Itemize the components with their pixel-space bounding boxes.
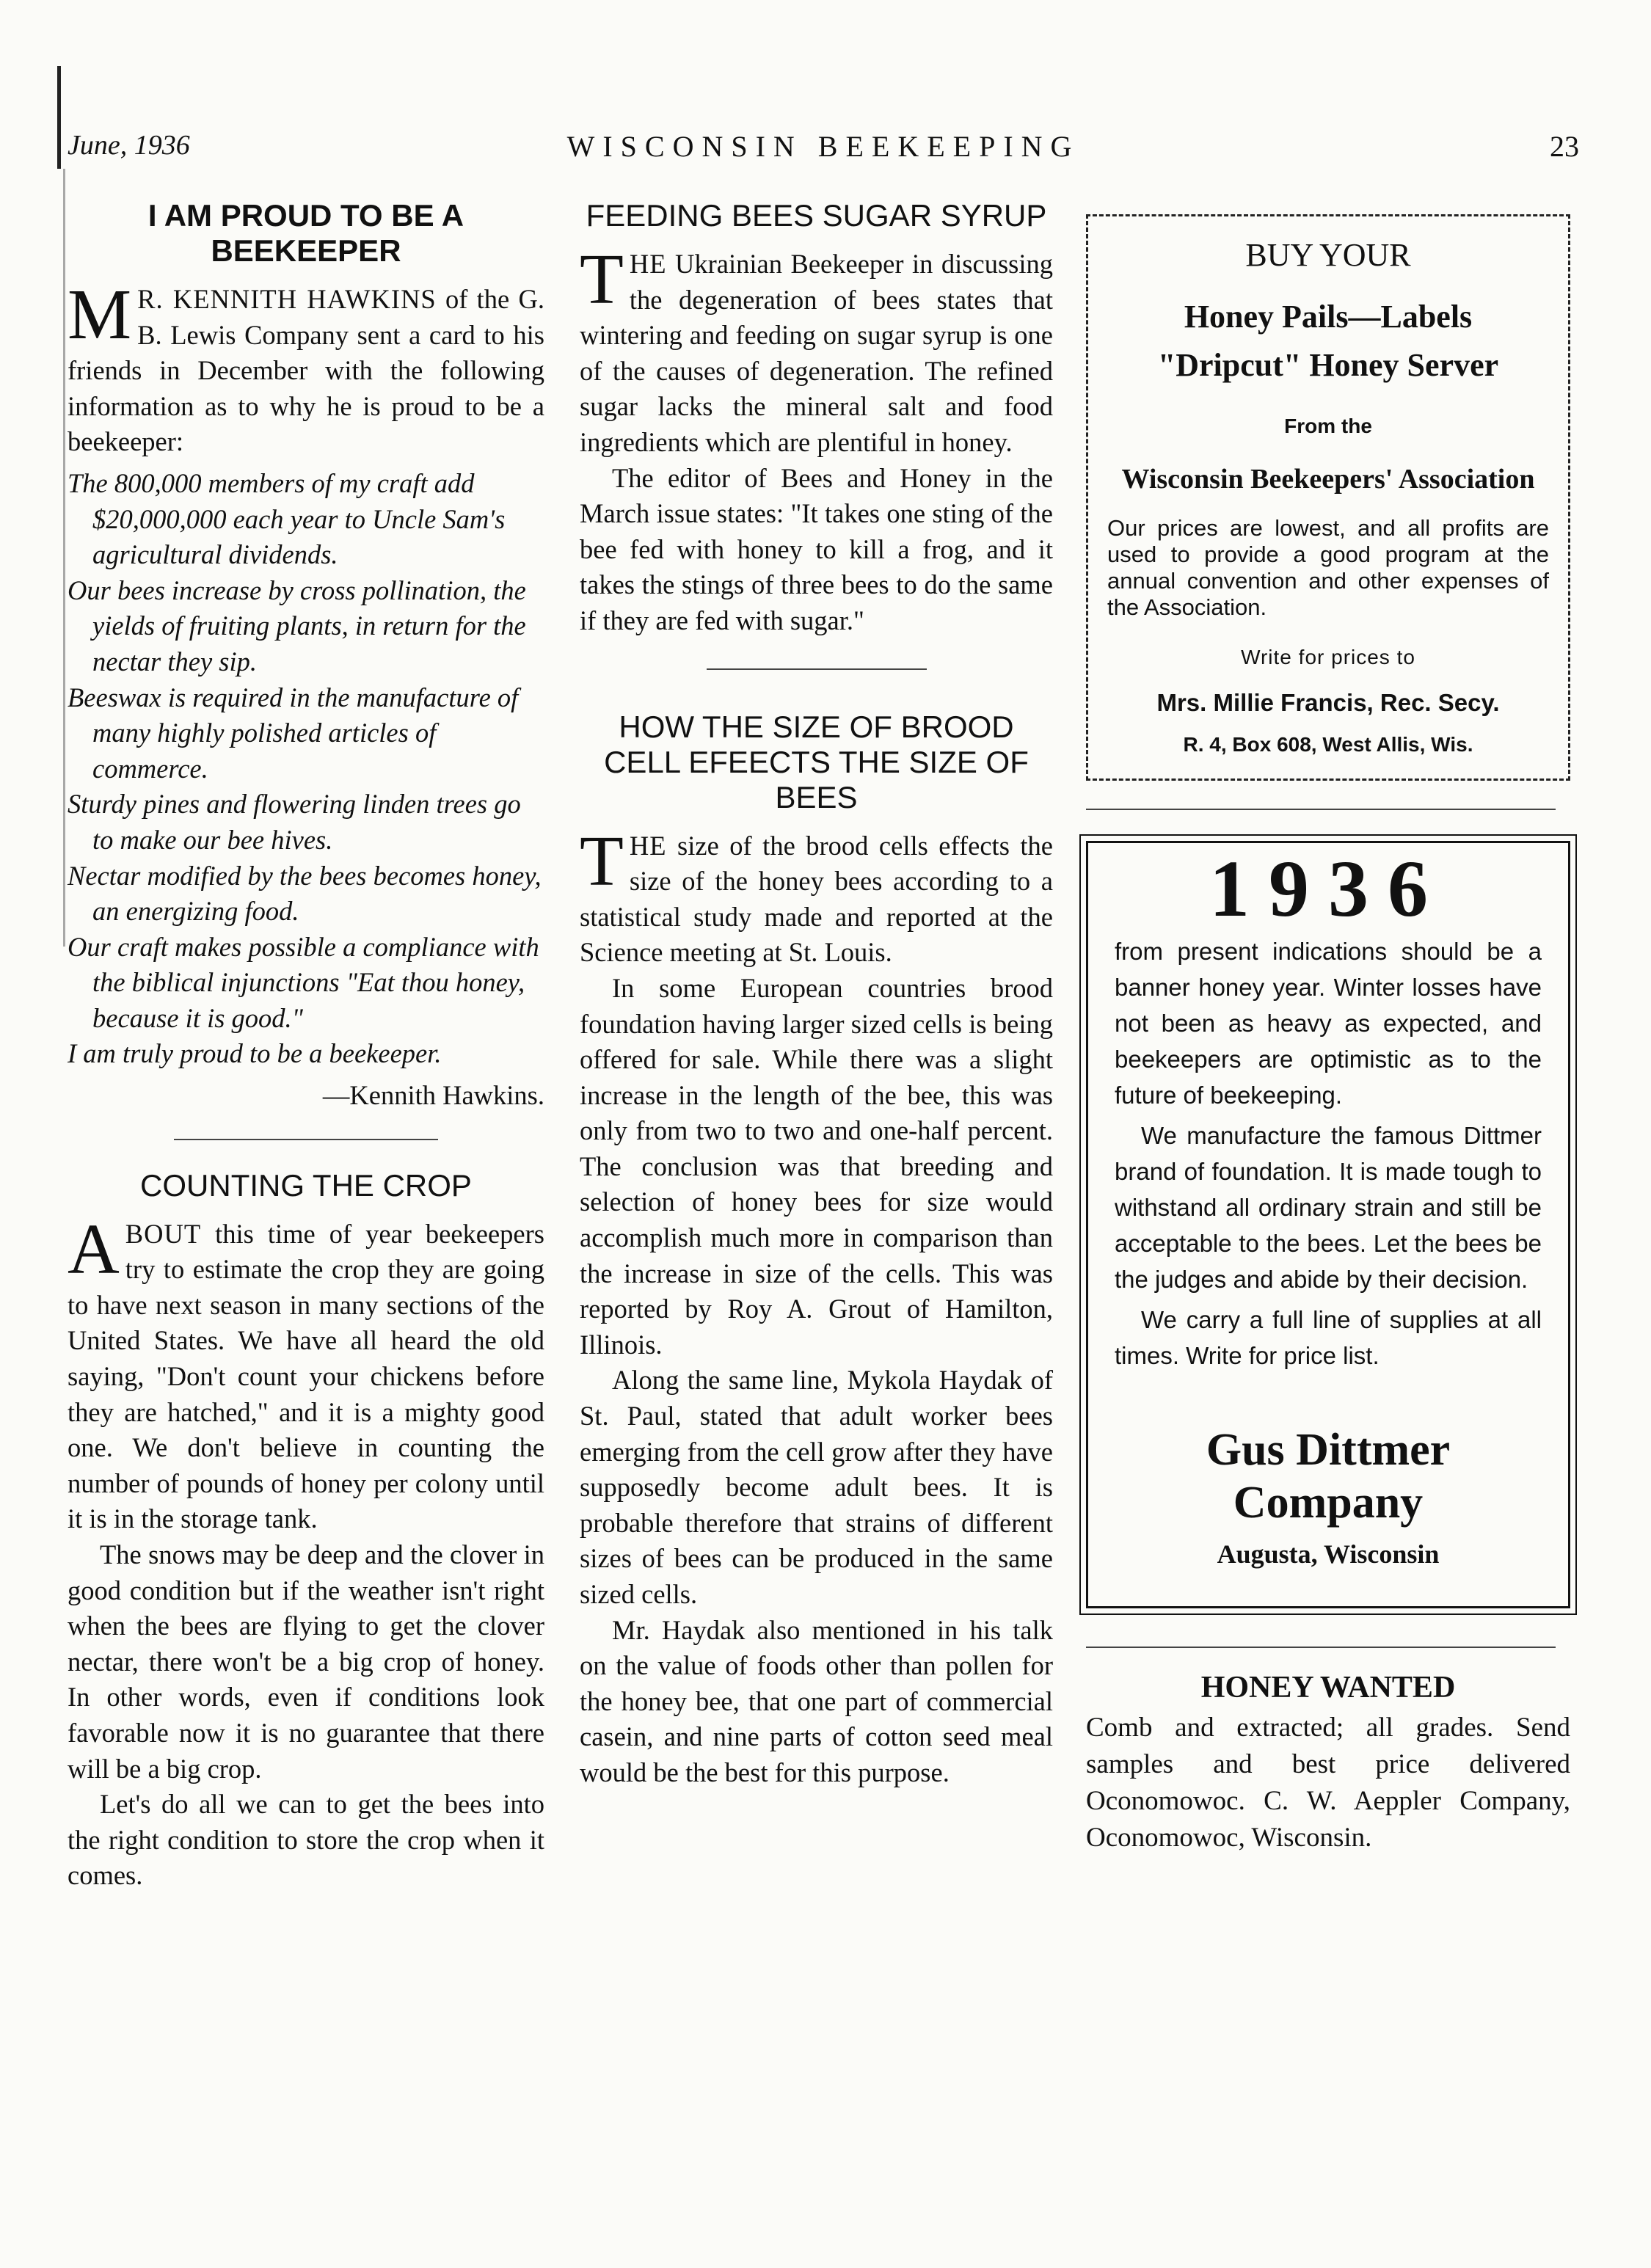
intro-text: this time of year beekeepers try to estimate the crop they are going to have next season in many sections of the United States. We have all heard the old saying, "Don't count your chickens before they are hatched," and it is a mighty good one. We don't believe in counting the number of pounds of honey per colony until it is in the storage tank. — [68, 1218, 544, 1534]
article-paragraph: Let's do all we can to get the bees into the right condition to store the crop when it comes. — [68, 1789, 544, 1891]
ad-product-line: "Dripcut" Honey Server — [1157, 347, 1499, 383]
margin-rule — [57, 66, 61, 169]
reason-item: Our craft makes possible a compliance with the biblical injunctions "Eat thou honey, because it is good." — [68, 931, 539, 1033]
intro-text: size of the brood cells effects the size of the honey bees according to a statistical study made and reported at the Science meeting at St. Louis. — [580, 830, 1053, 968]
ad-year: 1936 — [1209, 844, 1447, 934]
article-paragraph: In some European countries brood foundation having larger sized cells is being offered for sale. While there was a slight increase in the length of the bee, this was only from two to two and one-half percent. The conclusion was that breeding and selection of honey bees for size would accomplish much more in comparison than the increase in size of the cells. This was reported by Roy A. Grout of Hamilton, Illinois. — [580, 972, 1053, 1360]
article-headline: HOW THE SIZE OF BROOD CELL EFEECTS THE SIZE OF BEES — [604, 709, 1029, 814]
intro-small-caps: HE — [629, 249, 667, 279]
article-headline: FEEDING BEES SUGAR SYRUP — [586, 198, 1047, 233]
column-left — [68, 198, 544, 1894]
ad-contact-name: Mrs. Millie Francis, Rec. Secy. — [1156, 689, 1500, 717]
article-paragraph — [580, 821, 1053, 971]
ad-contact-address: R. 4, Box 608, West Allis, Wis. — [1183, 732, 1473, 756]
article-headline: I AM PROUD TO BE A BEEKEEPER — [147, 198, 464, 268]
intro-text: Ukrainian Beekeeper in discussing the degeneration of bees states that wintering and feeding on sugar syrup is one of the causes of degeneration. The refined sugar lacks the mineral salt and food ingredients which are plentiful in honey. — [580, 249, 1053, 457]
column-right — [1086, 198, 1570, 1856]
article-brood-cell — [580, 710, 1053, 1791]
article-paragraph: The snows may be deep and the clover in good condition but if the weather isn't right when the bees are flying to get the clover nectar, there won't be a big crop of honey. In other words, even if conditions look favorable now it is no guarantee that there will be a big crop. — [68, 1539, 544, 1784]
notice-headline: HONEY WANTED — [1200, 1670, 1456, 1704]
article-paragraph — [580, 240, 1053, 461]
article-intro — [68, 275, 544, 460]
drop-cap: T — [580, 821, 624, 901]
ad-body: Our prices are lowest, and all profits are used to provide a good program at the annual convention and other expenses of the Association. — [1107, 514, 1549, 620]
section-divider — [174, 1139, 438, 1140]
ad-heading: BUY YOUR — [1245, 237, 1411, 273]
reason-item: Our bees increase by cross pollination, the yields of fruiting plants, in return for the nectar they sip. — [68, 575, 526, 677]
notice-body: Comb and extracted; all grades. Send samples and best price delivered Oconomowoc. C. W. Aeppler Company, Oconomowoc, Wisconsin. — [1086, 1713, 1570, 1853]
page-number: 23 — [1550, 130, 1579, 163]
reasons-list — [68, 466, 544, 1072]
running-head — [68, 129, 1579, 173]
article-feeding-sugar — [580, 198, 1053, 639]
drop-cap: M — [68, 275, 132, 354]
article-paragraph: Along the same line, Mykola Haydak of St. Paul, stated that adult worker bees emerging from the cell grow after they have supposedly become adult bees. It is probable therefore that strains of different sizes of bees can be produced in the same sized cells. — [580, 1365, 1053, 1609]
issue-date: June, 1936 — [68, 130, 190, 161]
drop-cap: T — [580, 240, 624, 319]
section-divider — [1086, 1647, 1556, 1648]
publication-title: WISCONSIN BEEKEEPING — [566, 130, 1080, 163]
ad-paragraph: We carry a full line of supplies at all times. Write for price list. — [1115, 1305, 1542, 1369]
reason-item: The 800,000 members of my craft add $20,000,000 each year to Uncle Sam's agricultural dividends. — [68, 467, 506, 570]
signature: —Kennith Hawkins. — [322, 1080, 544, 1111]
intro-small-caps: R. KENNITH HAWKINS — [137, 284, 437, 314]
section-divider — [707, 668, 927, 670]
drop-cap: A — [68, 1209, 120, 1289]
reason-item: I am truly proud to be a beekeeper. — [68, 1038, 442, 1069]
margin-rule-faint — [63, 169, 65, 947]
intro-small-caps: BOUT — [125, 1218, 202, 1249]
ad-organization: Wisconsin Beekeepers' Association — [1121, 463, 1535, 495]
section-divider — [1086, 809, 1556, 810]
intro-text: of the G. B. Lewis Company sent a card to his friends in December with the following information as to why he is proud to be a beekeeper: — [68, 284, 544, 457]
intro-small-caps: HE — [629, 830, 667, 861]
column-middle — [580, 198, 1053, 1791]
ad-paragraph: We manufacture the famous Dittmer brand of foundation. It is made tough to withstand all ordinary strain and still be acceptable to the bees. Let the bees be the judges and abide by their decision. — [1115, 1121, 1542, 1293]
article-headline: COUNTING THE CROP — [140, 1167, 472, 1203]
ad-company-location: Augusta, Wisconsin — [1217, 1539, 1440, 1569]
reason-item: Nectar modified by the bees becomes honey, an energizing food. — [68, 860, 542, 927]
ad-company-name: Gus Dittmer Company — [1206, 1424, 1451, 1528]
article-paragraph: The editor of Bees and Honey in the March issue states: "It takes one sting of the bee fed with honey to kill a frog, and it takes the stings of three bees to do the same if they are fed with sugar." — [580, 462, 1053, 635]
article-paragraph — [68, 1209, 544, 1537]
ad-from: From the — [1284, 415, 1372, 437]
article-counting-crop — [68, 1168, 544, 1894]
dittmer-advertisement — [1086, 841, 1570, 1608]
reason-item: Beeswax is required in the manufacture of many highly polished articles of commerce. — [68, 682, 519, 784]
ad-write-to: Write for prices to — [1241, 645, 1415, 668]
ad-product-line: Honey Pails—Labels — [1184, 299, 1473, 335]
reason-item: Sturdy pines and flowering linden trees go to make our bee hives. — [68, 789, 521, 855]
ad-paragraph: from present indications should be a banner honey year. Winter losses have not been as heavy as expected, and beekeepers are optimistic as to the future of beekeeping. — [1115, 937, 1542, 1109]
article-paragraph: Mr. Haydak also mentioned in his talk on the value of foods other than pollen for the honey bee, that one part of commercial casein, and nine parts of cotton seed meal would be the best for this purpose. — [580, 1614, 1053, 1787]
honey-wanted-notice — [1086, 1670, 1570, 1857]
association-advertisement — [1086, 214, 1570, 781]
article-proud-beekeeper — [68, 198, 544, 1114]
